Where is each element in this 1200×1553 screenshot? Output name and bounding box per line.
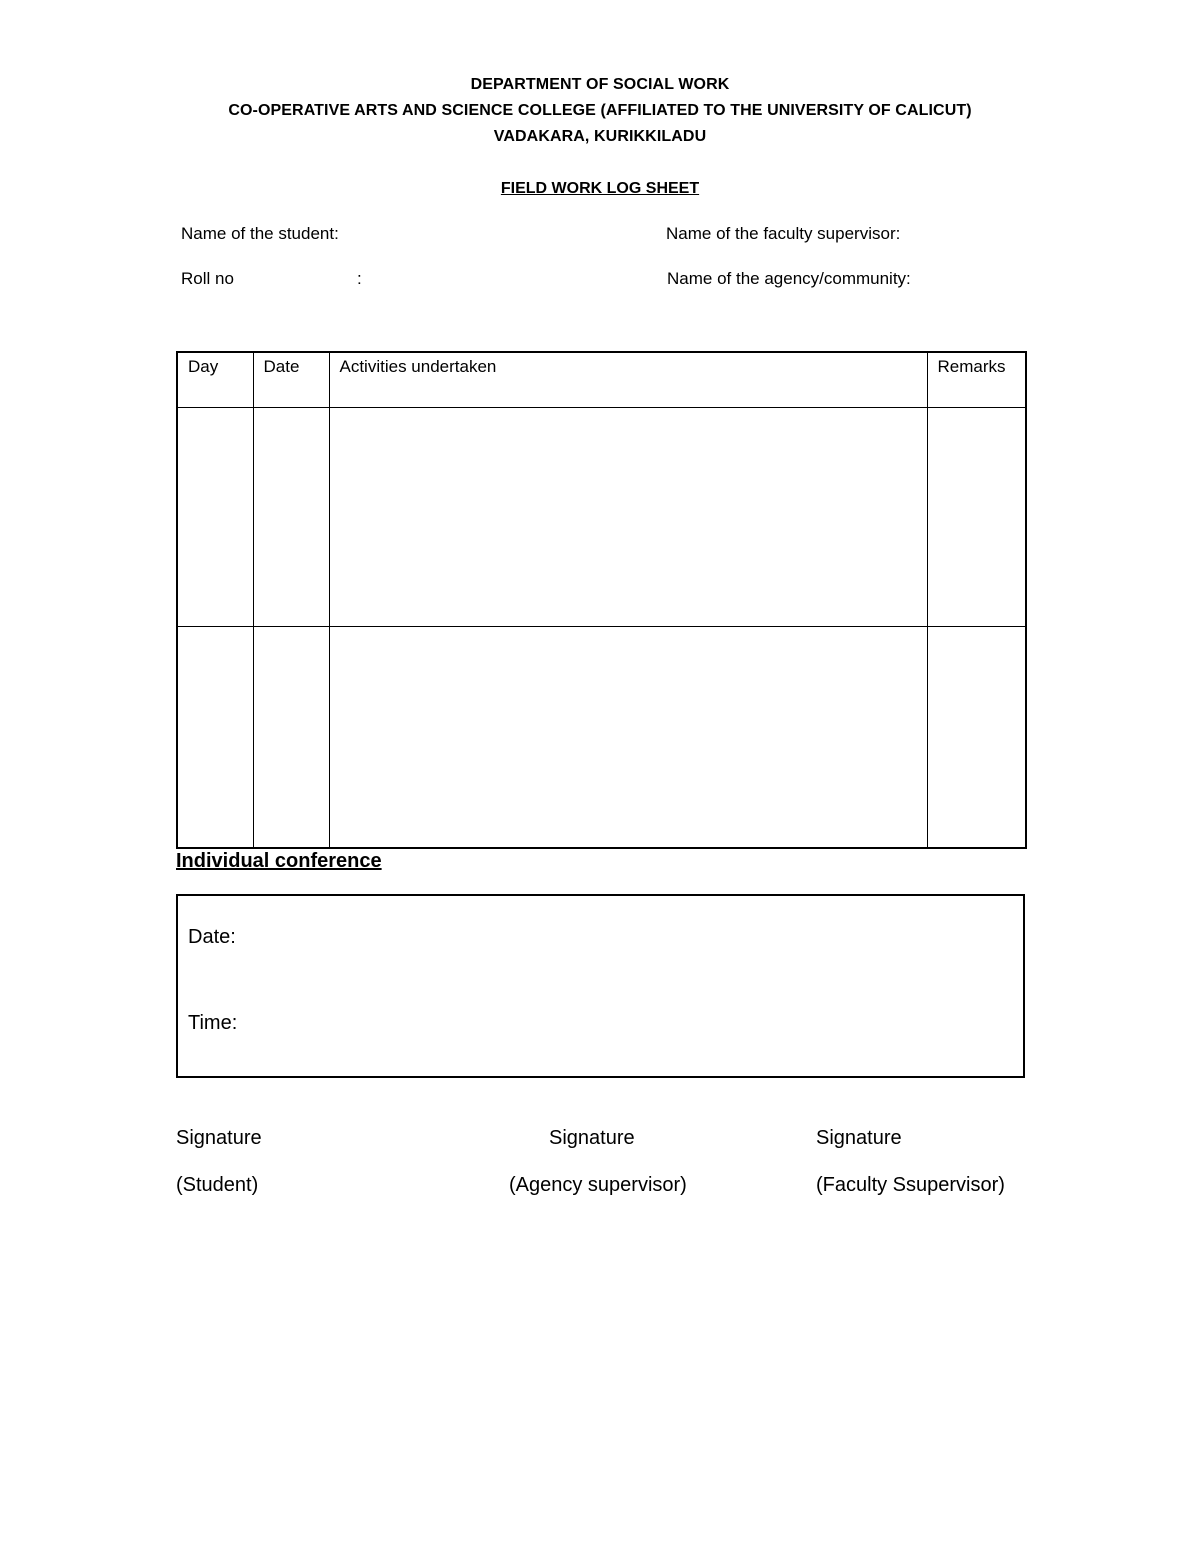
faculty-supervisor-label: Name of the faculty supervisor: — [666, 224, 901, 243]
roll-no-label: Roll no — [181, 269, 234, 288]
date-cell — [253, 407, 329, 626]
student-signature-role: (Student) — [176, 1174, 259, 1196]
day-cell — [177, 407, 253, 626]
header-date: Date — [253, 352, 329, 407]
roll-no-colon: : — [357, 269, 362, 288]
student-name-label: Name of the student: — [181, 224, 339, 243]
location-heading: VADAKARA, KURIKKILADU — [493, 128, 707, 145]
table-header-row — [177, 352, 1026, 407]
header-remarks: Remarks — [927, 352, 1026, 407]
date-cell — [253, 626, 329, 848]
agency-signature-role: (Agency supervisor) — [509, 1174, 687, 1196]
day-cell — [177, 626, 253, 848]
college-heading: CO-OPERATIVE ARTS AND SCIENCE COLLEGE (AFFILIATED TO THE UNIVERSITY OF CALICUT) — [228, 102, 972, 119]
activities-cell — [329, 407, 927, 626]
department-heading: DEPARTMENT OF SOCIAL WORK — [470, 76, 730, 93]
agency-signature-label: Signature — [549, 1127, 635, 1149]
sheet-title — [0, 180, 1200, 198]
individual-conference-heading: Individual conference — [176, 850, 382, 872]
remarks-cell — [927, 626, 1026, 848]
remarks-cell — [927, 407, 1026, 626]
sheet-title-text: FIELD WORK LOG SHEET — [500, 180, 700, 197]
activities-cell — [329, 626, 927, 848]
faculty-signature-label: Signature — [816, 1127, 902, 1149]
header-activities: Activities undertaken — [329, 352, 927, 407]
table-row — [177, 407, 1026, 626]
agency-label: Name of the agency/community: — [667, 269, 911, 288]
conference-time-label: Time: — [188, 1012, 238, 1034]
table-row — [177, 626, 1026, 848]
conference-box — [176, 894, 1025, 1078]
header-day: Day — [177, 352, 253, 407]
conference-date-label: Date: — [188, 926, 236, 948]
log-table — [176, 351, 1027, 849]
faculty-signature-role: (Faculty Ssupervisor) — [816, 1174, 1005, 1196]
student-signature-label: Signature — [176, 1127, 262, 1149]
